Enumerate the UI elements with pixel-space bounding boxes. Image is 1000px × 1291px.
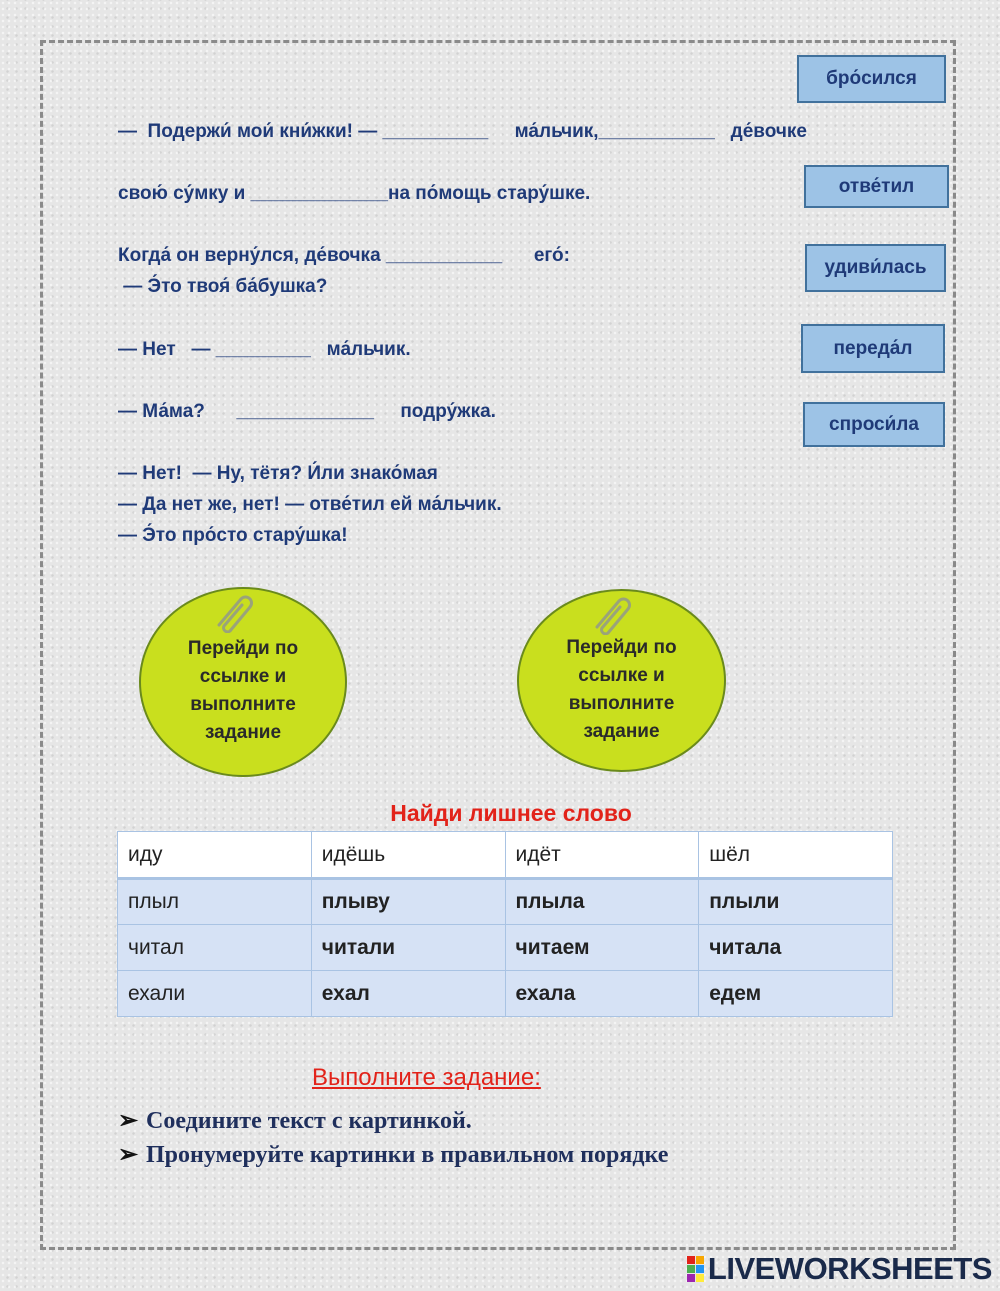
task-item-1	[118, 1106, 472, 1135]
table-cell[interactable]: едем	[699, 971, 893, 1017]
word-card-3[interactable]: удиви́лась	[805, 244, 946, 292]
table-cell[interactable]: читал	[118, 925, 312, 971]
link-button-2-label: Перейди по ссылке и выполните задание	[566, 636, 677, 742]
text-line-3: Когда́ он верну́лся, де́вочка ___________ его́:	[118, 245, 570, 266]
table-cell[interactable]: ехали	[118, 971, 312, 1017]
table-row	[118, 879, 893, 925]
table-row	[118, 925, 893, 971]
table-row	[118, 971, 893, 1017]
table-cell: шёл	[699, 832, 893, 879]
table-cell[interactable]: ехала	[505, 971, 699, 1017]
paperclip-icon	[211, 591, 257, 633]
task-item-2-label: Пронумеруйте картинки в правильном порядке	[146, 1142, 669, 1168]
table-cell[interactable]: ехал	[311, 971, 505, 1017]
table-cell[interactable]: плыли	[699, 879, 893, 925]
text-line-7: — Нет! — Ну, тётя? И́ли знако́мая	[118, 463, 438, 484]
table-cell: иду	[118, 832, 312, 879]
link-button-1-label: Перейди по ссылке и выполните задание	[187, 638, 299, 743]
task-item-1-label: Соедините текст с картинкой.	[146, 1108, 472, 1134]
link-button-2[interactable]	[517, 589, 726, 772]
table-cell: идёт	[505, 832, 699, 879]
word-card-1[interactable]: бро́сился	[797, 55, 946, 103]
table-title: Найди лишнее слово	[390, 800, 632, 826]
arrow-bullet-icon: ➢	[118, 1142, 139, 1168]
paperclip-icon	[589, 593, 635, 635]
word-card-4[interactable]: переда́л	[801, 324, 945, 373]
table-cell: идёшь	[311, 832, 505, 879]
link-button-1[interactable]	[139, 587, 347, 777]
task-title: Выполните задание:	[312, 1064, 541, 1091]
word-card-2[interactable]: отве́тил	[804, 165, 949, 208]
text-line-5: — Нет — _________ ма́льчик.	[118, 339, 411, 360]
arrow-bullet-icon: ➢	[118, 1108, 139, 1134]
text-line-1: — Подержи́ мои́ кни́жки! — __________ ма́льчик,___________ де́вочке	[118, 121, 807, 142]
logo-text: LIVEWORKSHEETS	[707, 1251, 992, 1286]
text-line-9: — Э́то про́сто стару́шка!	[118, 525, 348, 546]
text-line-2: свою́ су́мку и _____________на по́мощь стару́шке.	[118, 183, 591, 204]
table-cell[interactable]: читаем	[505, 925, 699, 971]
table-cell[interactable]: читала	[699, 925, 893, 971]
logo-mark-icon	[687, 1256, 704, 1282]
word-card-5[interactable]: спроси́ла	[803, 402, 945, 447]
table-cell[interactable]: читали	[311, 925, 505, 971]
word-table	[117, 831, 893, 1017]
table-cell[interactable]: плыла	[505, 879, 699, 925]
task-item-2	[118, 1140, 668, 1169]
text-line-4: — Э́то твоя́ ба́бушка?	[118, 276, 328, 297]
text-line-6: — Ма́ма? _____________ подру́жка.	[118, 401, 496, 422]
table-header-row	[118, 832, 893, 879]
liveworksheets-logo	[687, 1251, 992, 1287]
text-line-8: — Да нет же, нет! — отве́тил ей ма́льчик.	[118, 494, 502, 515]
table-cell[interactable]: плыл	[118, 879, 312, 925]
table-cell[interactable]: плыву	[311, 879, 505, 925]
